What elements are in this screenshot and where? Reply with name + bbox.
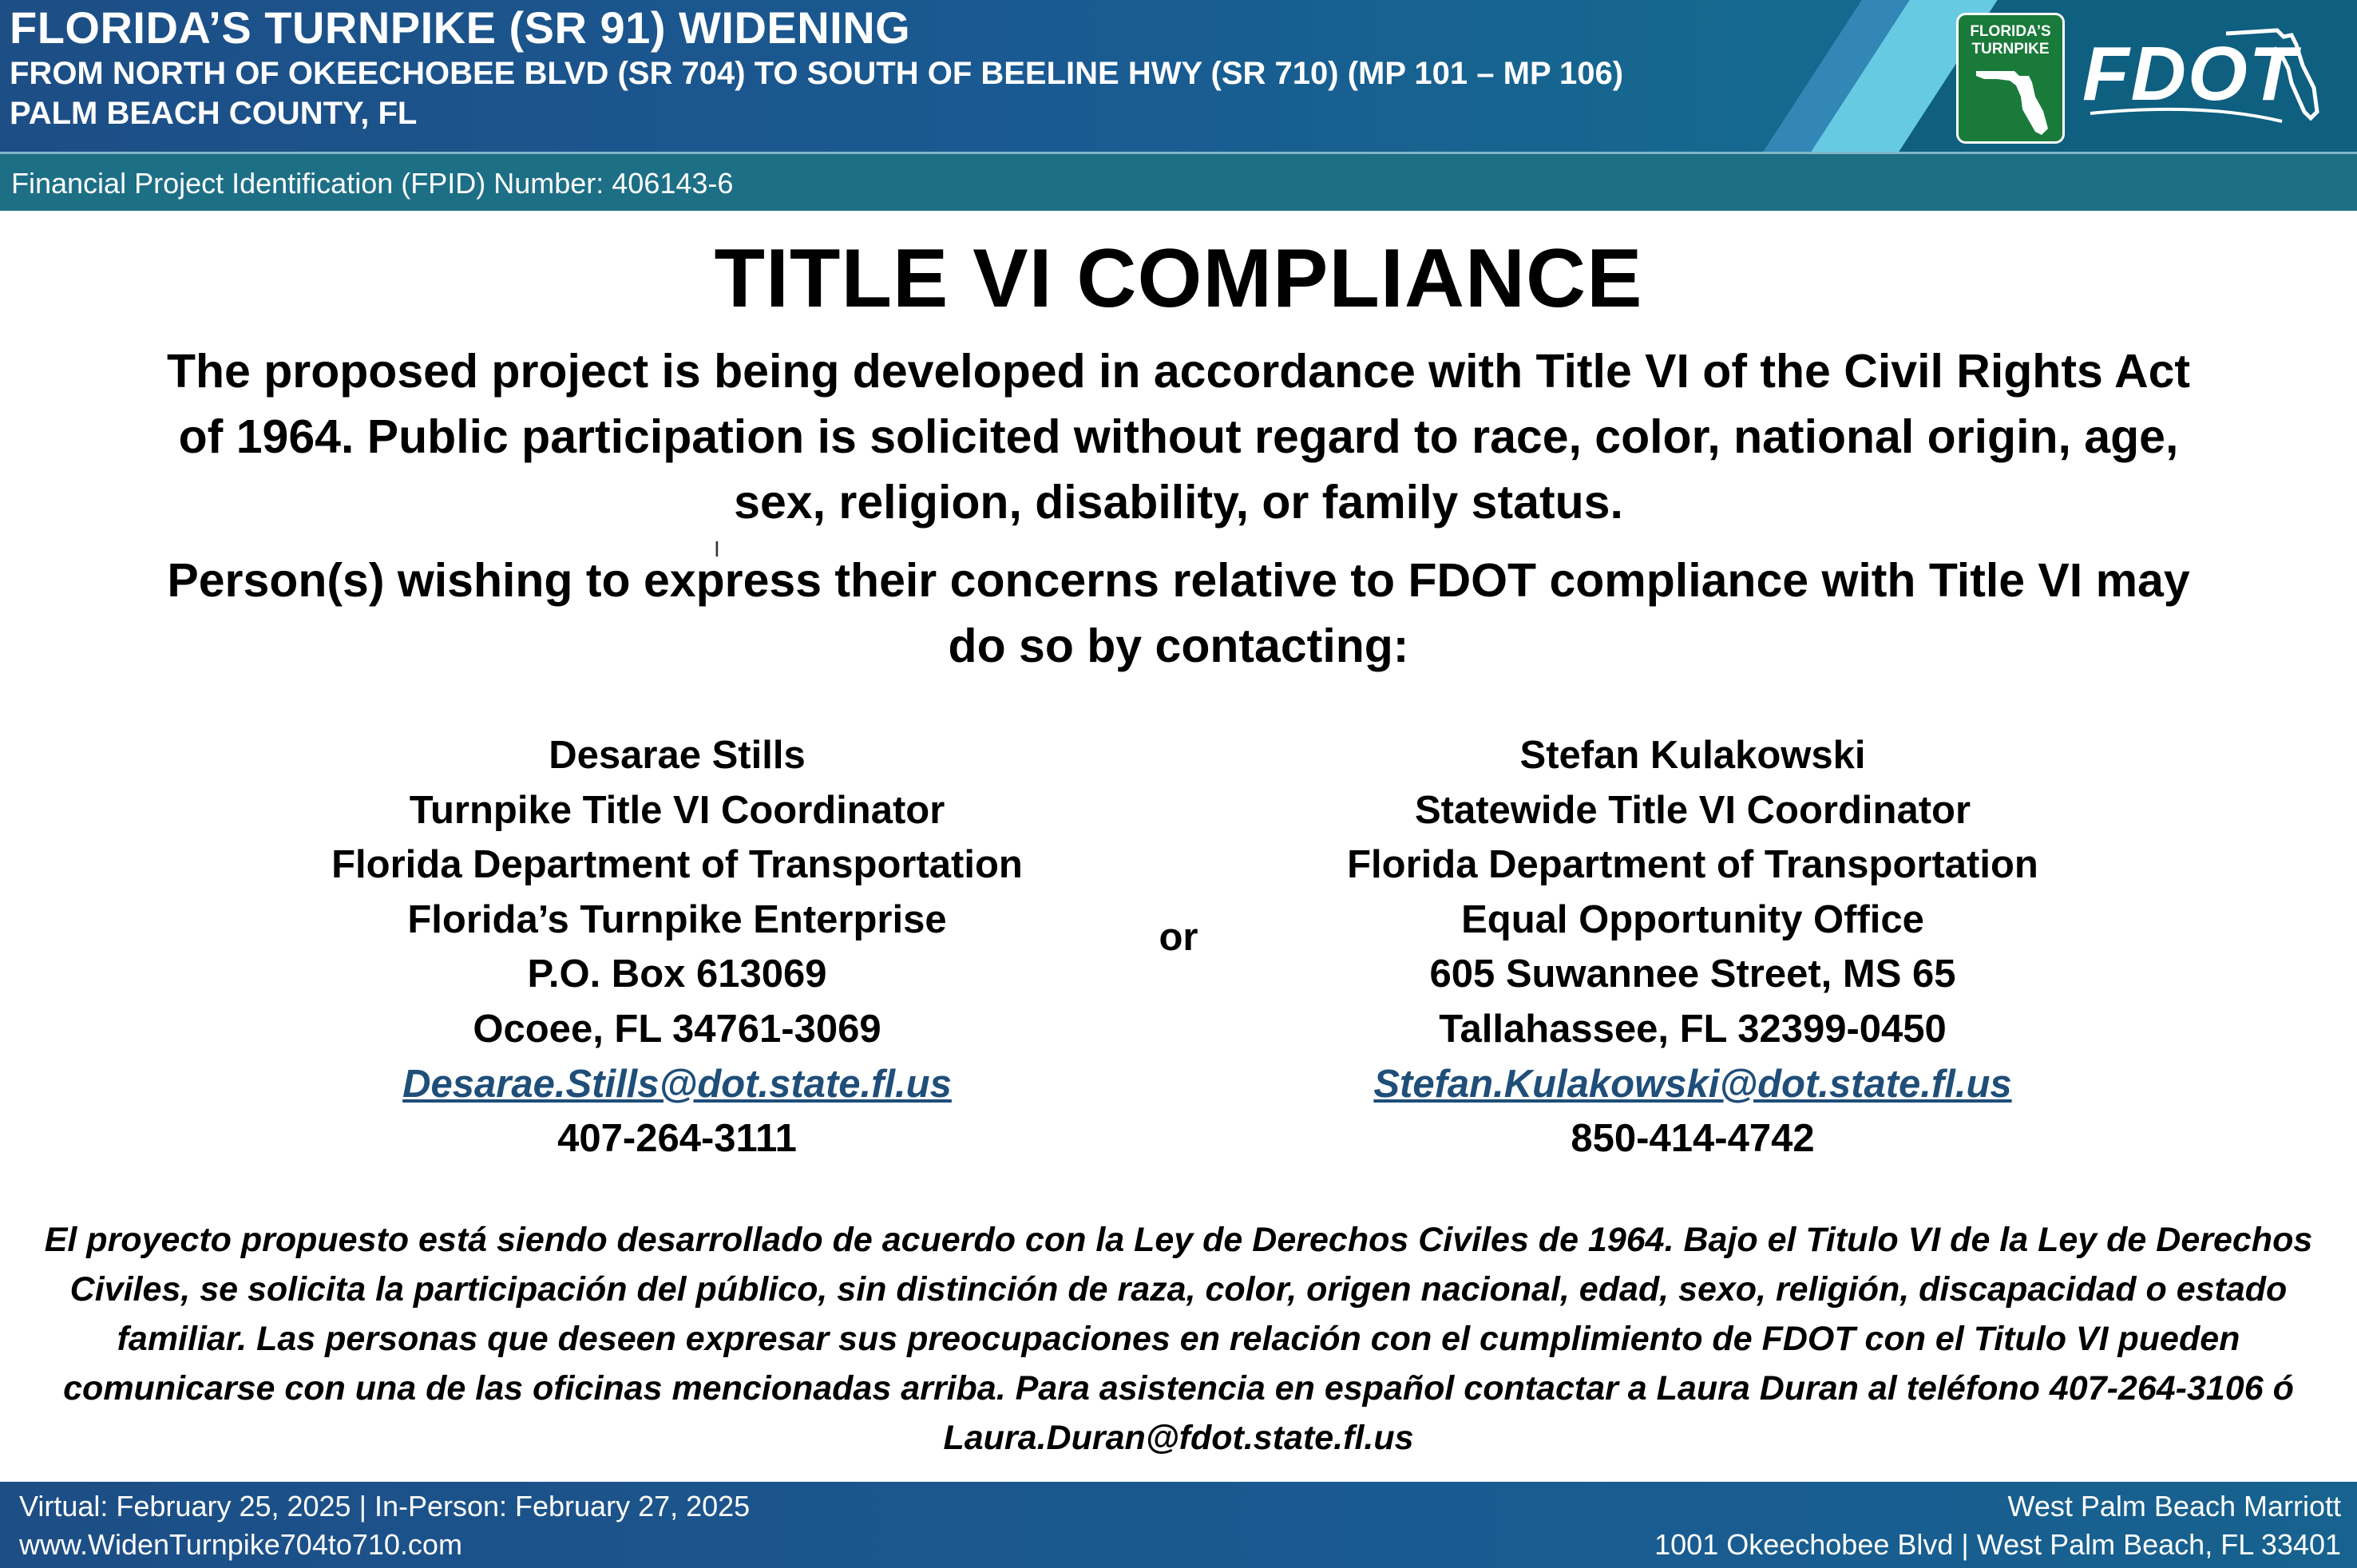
contact-phone: 407-264-3111	[557, 1117, 797, 1161]
turnpike-logo-text: FLORIDA’S TURNPIKE	[1970, 23, 2051, 57]
contact-email-link[interactable]: Desarae.Stills@dot.state.fl.us	[402, 1062, 952, 1106]
footer-bar	[0, 1482, 2357, 1568]
header-banner	[0, 0, 2357, 152]
venue-address: 1001 Okeechobee Blvd | West Palm Beach, FL 33401	[1654, 1528, 2341, 1561]
project-limits: FROM NORTH OF OKEECHOBEE BLVD (SR 704) TO SOUTH OF BEELINE HWY (SR 710) (MP 101 – MP 106)	[10, 56, 1624, 91]
text-cursor-icon: I	[714, 537, 720, 561]
project-county: PALM BEACH COUNTY, FL	[10, 96, 418, 131]
fpid-bar: Financial Project Identification (FPID) Number: 406143-6	[0, 152, 2357, 211]
venue-name: West Palm Beach Marriott	[2007, 1490, 2341, 1522]
project-title: FLORIDA’S TURNPIKE (SR 91) WIDENING	[10, 2, 911, 53]
contact-name: Desarae Stills	[549, 734, 806, 777]
page-title: TITLE VI COMPLIANCE	[714, 232, 1643, 325]
contact-address-1: 605 Suwannee Street, MS 65	[1429, 952, 1956, 996]
contact-email-link[interactable]: Stefan.Kulakowski@dot.state.fl.us	[1373, 1062, 2012, 1106]
contact-statewide-coordinator	[1254, 728, 2132, 1166]
contact-turnpike-coordinator	[238, 728, 1116, 1166]
contact-division: Florida’s Turnpike Enterprise	[407, 897, 947, 941]
florida-outline-icon	[2082, 24, 2322, 128]
contact-org: Florida Department of Transportation	[1347, 843, 2038, 887]
spanish-statement: El proyecto propuesto está siendo desarrollado de acuerdo con la Ley de Derechos Civiles de 1964. Bajo el Titulo VI de la Ley de Derechos Civiles, se solicita la participación del público, sin distinción de raza, color, origen nacional, edad, sexo, religión, discapacidad o estado familiar. Las personas que deseen expresar sus preocupaciones en relación con el cumplimiento de FDOT con el Titulo VI pueden comunicarse con una de las oficinas mencionadas arriba. Para asistencia en español contactar a Laura Duran al teléfono 407-264-3106 ó Laura.Duran@fdot.state.fl.us	[44, 1221, 2313, 1457]
contact-division: Equal Opportunity Office	[1461, 897, 1924, 941]
contact-address-2: Tallahassee, FL 32399-0450	[1439, 1007, 1947, 1051]
contact-org: Florida Department of Transportation	[331, 843, 1023, 887]
fdot-logo	[2082, 24, 2322, 128]
contact-role: Turnpike Title VI Coordinator	[409, 788, 945, 832]
contact-role: Statewide Title VI Coordinator	[1414, 788, 1971, 832]
contact-name: Stefan Kulakowski	[1519, 734, 1866, 777]
meeting-dates: Virtual: February 25, 2025 | In-Person: February 27, 2025	[19, 1490, 751, 1522]
title-vi-statement: The proposed project is being developed in accordance with Title VI of the Civil Rights Act of 1964. Public participation is solicited without regard to race, color, national origin, age, sex, religion, disability, or family status.	[166, 345, 2191, 529]
project-website-link[interactable]: www.WidenTurnpike704to710.com	[19, 1528, 462, 1561]
fdot-logo-text: FDOT	[2082, 31, 2298, 117]
or-separator: or	[1159, 916, 1198, 959]
contact-address-2: Ocoee, FL 34761-3069	[473, 1007, 881, 1051]
contact-instructions: Person(s) wishing to express their concerns relative to FDOT compliance with Title VI may do so by contacting:	[167, 554, 2190, 672]
contact-phone: 850-414-4742	[1571, 1117, 1815, 1161]
contact-address-1: P.O. Box 613069	[527, 952, 827, 996]
turnpike-logo	[1956, 13, 2065, 144]
florida-map-icon	[1973, 65, 2053, 138]
